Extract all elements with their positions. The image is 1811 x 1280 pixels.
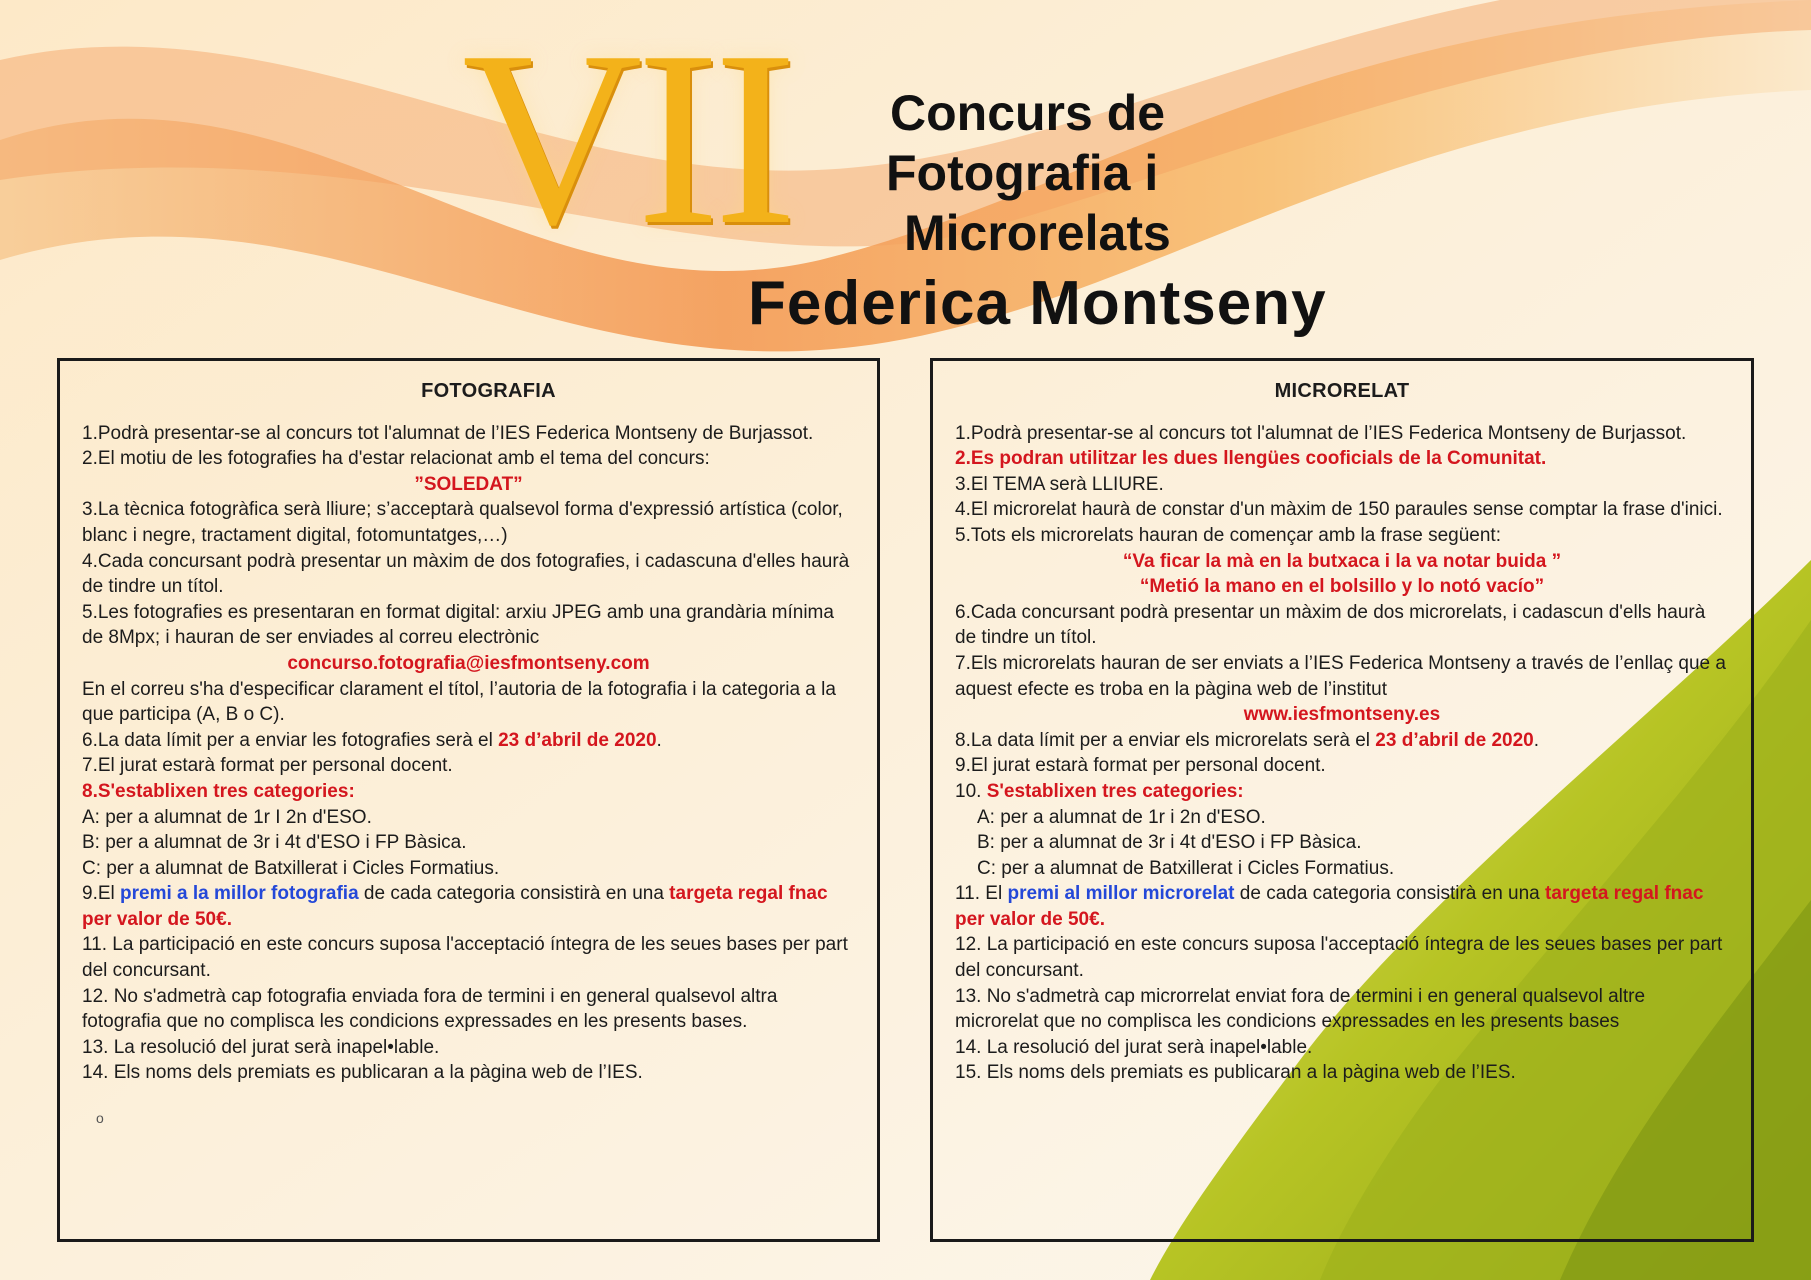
prize-text: premi al millor microrelat [1007, 883, 1235, 905]
opening-phrase-spanish: “Metió la mano en el bolsillo y lo notó vacío” [1139, 576, 1545, 598]
rule-2 [955, 446, 1729, 472]
rule-6 [82, 728, 855, 754]
rule-7: 7.El jurat estarà format per personal docent. [82, 755, 453, 777]
rule-1: 1.Podrà presentar-se al concurs tot l'alumnat de l’IES Federica Montseny de Burjassot. [82, 422, 814, 444]
category-b: B: per a alumnat de 3r i 4t d'ESO i FP Bàsica. [82, 832, 467, 854]
rule-8-end: . [1533, 729, 1539, 751]
category-c: C: per a alumnat de Batxillerat i Cicles Formatius. [82, 857, 500, 879]
rule-7: 7.Els microrelats hauran de ser enviats a l’IES Federica Montseny a través de l’enllaç que a aquest efecte es troba en la pàgina web de l’institut [955, 652, 1726, 700]
rule-8 [955, 728, 1729, 754]
rule-9-mid: de cada categoria consistirà en una [358, 883, 670, 905]
rule-9: 9.El jurat estarà format per personal docent. [955, 755, 1326, 777]
rule-6: 6.Cada concursant podrà presentar un màxim de dos microrelats, i cadascun d'ells haurà de tindre un títol. [955, 601, 1706, 649]
categories-heading: S'establixen tres categories: [986, 780, 1244, 802]
rule-11-mid: de cada categoria consistirà en una [1234, 883, 1546, 905]
rule-8-num: 8. [82, 780, 98, 802]
rule-9 [82, 881, 855, 932]
rule-12: 12. No s'admetrà cap fotografia enviada fora de termini i en general qualsevol altra fotografia que no complisca les condicions expressades en les presents bases. [82, 985, 778, 1033]
rule-14: 14. La resolució del jurat serà inapel•lable. [955, 1036, 1313, 1058]
opening-phrase-valencian: “Va ficar la mà en la butxaca i la va notar buida ” [1122, 550, 1562, 572]
rule-2-num: 2. [955, 448, 971, 470]
title-line-3: Microrelats [904, 205, 1171, 261]
rule-11 [955, 881, 1729, 932]
languages-rule: Es podran utilitzar les dues llengües cooficials de la Comunitat. [970, 448, 1547, 470]
rule-11-text: 11. El [955, 883, 1008, 905]
rule-6-end: . [656, 729, 662, 751]
rule-4: 4.El microrelat haurà de constar d'un màxim de 150 paraules sense comptar la frase d'inici. [955, 499, 1723, 521]
gift-card-text: targeta regal fnac per valor de 50€. [82, 883, 828, 930]
title-line-2: Fotografia i [886, 145, 1159, 201]
rule-8-text: 8.La data límit per a enviar els microrelats serà el [955, 729, 1376, 751]
rule-12: 12. La participació en este concurs suposa l'acceptació íntegra de les seues bases per part del concursant. [955, 934, 1723, 982]
microrelat-panel [930, 358, 1754, 1242]
rule-1: 1.Podrà presentar-se al concurs tot l'alumnat de l’IES Federica Montseny de Burjassot. [955, 422, 1687, 444]
category-a: A: per a alumnat de 1r i 2n d'ESO. [977, 806, 1266, 828]
title-line-1: Concurs de [890, 85, 1166, 141]
rule-3: 3.La tècnica fotogràfica serà lliure; s’acceptarà qualsevol forma d'expressió artística (color, blanc i negre, tractament digital, fotomuntatges,…) [82, 499, 843, 546]
theme-soledat: ”SOLEDAT” [414, 473, 523, 495]
rule-9-text: 9.El [82, 883, 121, 905]
contest-email: concurso.fotografia@iesfmontseny.com [287, 652, 650, 674]
rule-2: 2.El motiu de les fotografies ha d'estar relacionat amb el tema del concurs: [82, 448, 710, 470]
category-a: A: per a alumnat de 1r I 2n d'ESO. [82, 806, 372, 828]
prize-text: premi a la millor fotografia [120, 883, 359, 905]
fotografia-title: FOTOGRAFIA [421, 380, 556, 402]
edition-roman-numeral: VII [462, 0, 792, 277]
microrelat-title: MICRORELAT [1274, 380, 1410, 402]
fotografia-panel [57, 358, 880, 1242]
title-federica-montseny: Federica Montseny [748, 269, 1327, 338]
school-website: www.iesfmontseny.es [1243, 704, 1441, 726]
categories-heading: S'establixen tres categories: [97, 780, 355, 802]
rule-13: 13. La resolució del jurat serà inapel•lable. [82, 1036, 440, 1058]
rule-14: 14. Els noms dels premiats es publicaran a la pàgina web de l’IES. [82, 1062, 643, 1084]
rule-5: 5.Tots els microrelats hauran de començar amb la frase següent: [955, 524, 1501, 546]
rule-4: 4.Cada concursant podrà presentar un màxim de dos fotografies, i cadascuna d'elles haurà de tindre un títol. [82, 550, 850, 598]
rule-5: 5.Les fotografies es presentaran en format digital: arxiu JPEG amb una grandària mínima de 8Mpx; i hauran de ser enviades al correu electrònic [82, 601, 834, 649]
rule-15: 15. Els noms dels premiats es publicaran a la pàgina web de l’IES. [955, 1062, 1516, 1084]
rule-5-email-details: En el correu s'ha d'especificar clarament el títol, l’autoria de la fotografia i la categoria a la que participa (A, B o C). [82, 678, 836, 726]
rule-10 [955, 779, 1729, 805]
rule-11: 11. La participació en este concurs suposa l'acceptació íntegra de les seues bases per part del concursant. [82, 934, 848, 982]
gift-card-text: targeta regal fnac per valor de 50€. [955, 883, 1704, 930]
deadline-date: 23 d’abril de 2020 [1375, 729, 1534, 751]
rule-3: 3.El TEMA serà LLIURE. [955, 473, 1164, 495]
deadline-date: 23 d’abril de 2020 [498, 729, 657, 751]
rule-8 [82, 779, 855, 805]
category-c: C: per a alumnat de Batxillerat i Cicles Formatius. [977, 857, 1395, 879]
rule-6-text: 6.La data límit per a enviar les fotografies serà el [82, 729, 499, 751]
bullet-mark: o [96, 1110, 104, 1127]
rule-10-num: 10. [955, 780, 987, 802]
rule-13: 13. No s'admetrà cap microrrelat enviat fora de termini i en general qualsevol altre microrelat que no complisca les condicions expressades en les presents bases [955, 985, 1646, 1033]
category-b: B: per a alumnat de 3r i 4t d'ESO i FP Bàsica. [977, 832, 1362, 854]
